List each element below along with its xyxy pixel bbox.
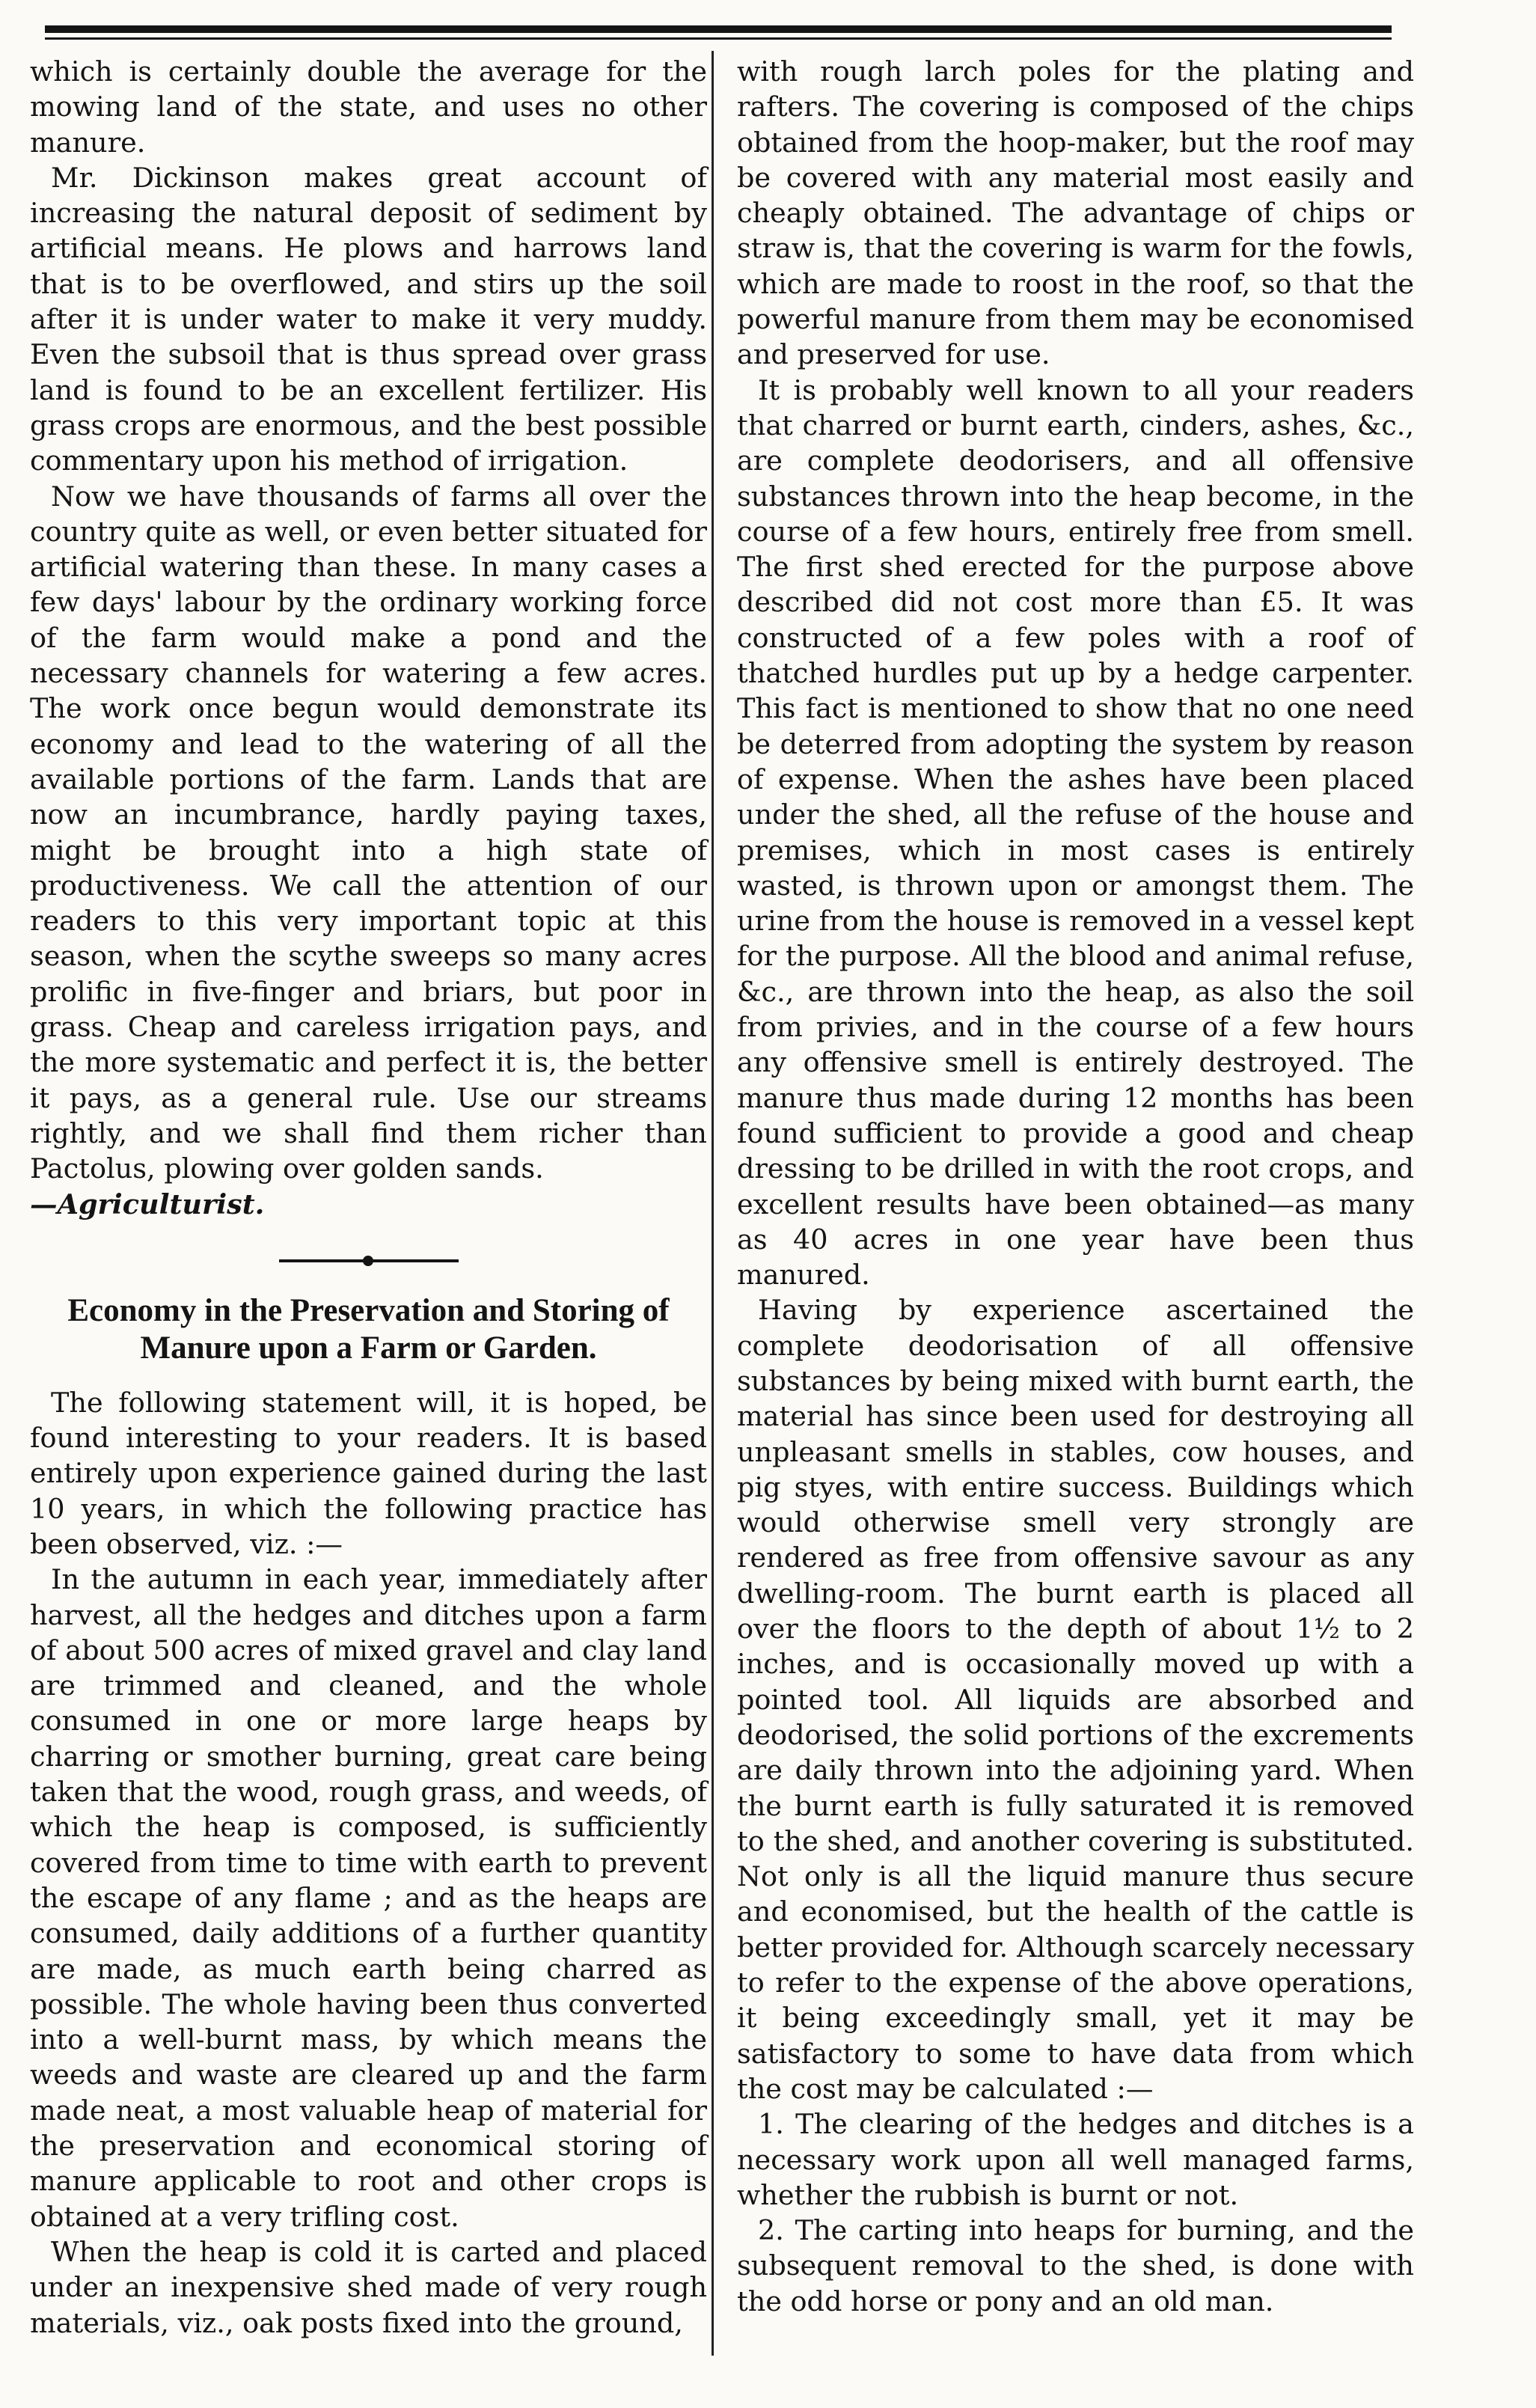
list-item-clearing: 1. The clearing of the hedges and ditches is a necessary work upon all well managed farms, whether the rubbish is burnt or not.	[737, 2108, 1414, 2211]
right-column	[737, 54, 1414, 2319]
paragraph-irrigation-end: which is certainly double the average for the mowing land of the state, and uses no other manure.	[30, 55, 707, 159]
left-column	[30, 54, 707, 2341]
paragraph-autumn: In the autumn in each year, immediately after harvest, all the hedges and ditches upon a farm of about 500 acres of mixed gravel and clay land are trimmed and cleaned, and the whole consumed in one or more large heaps by charring or smother burning, great care being taken that the wood, rough grass, and weeds, of which the heap is composed, is sufficiently covered from time to time with earth to prevent the escape of any flame ; and as the heaps are consumed, daily additions of a further quantity are made, as much earth being charred as possible. The whole having been thus converted into a well-burnt mass, by which means the weeds and waste are cleared up and the farm made neat, a most valuable heap of material for the preservation and economical storing of manure applicable to root and other crops is obtained at a very trifling cost.	[30, 1563, 707, 2233]
paragraph-farms: Now we have thousands of farms all over the country quite as well, or even better situated for artificial watering than these. In many cases a few days' labour by the ordinary working force of the farm would make a pond and the necessary channels for watering a few acres. The work once begun would demonstrate its economy and lead to the watering of all the available portions of the farm. Lands that are now an incumbrance, hardly paying taxes, might be brought into a high state of productiveness. We call the attention of our readers to this very important topic at this season, when the scythe sweeps so many acres prolific in five-finger and briars, but poor in grass. Cheap and careless irrigation pays, and the more systematic and perfect it is, the better it pays, as a general rule. Use our streams rightly, and we shall find them richer than Pactolus, plowing over golden sands.	[30, 480, 707, 1185]
paragraph-deodorisers: It is probably well known to all your readers that charred or burnt earth, cinders, ashes, &c., are complete deodorisers, and all offensive substances thrown into the heap become, in the course of a few hours, entirely free from smell. The first shed erected for the purpose above described did not cost more than £5. It was constructed of a few poles with a roof of thatched hurdles put up by a hedge carpenter. This fact is mentioned to show that no one need be deterred from adopting the system by reason of expense. When the ashes have been placed under the shed, all the refuse of the house and premises, which in most cases is entirely wasted, is thrown upon or amongst them. The urine from the house is removed in a vessel kept for the purpose. All the blood and animal refuse, &c., are thrown into the heap, as also the soil from privies, and in the course of a few hours any offensive smell is entirely destroyed. The manure thus made during 12 months has been found sufficient to provide a good and cheap dressing to be drilled in with the root crops, and excellent results have been obtained—as many as 40 acres in one year have been thus manured.	[737, 373, 1414, 1292]
paragraph-shed: with rough larch poles for the plating and rafters. The covering is composed of the chips obtained from the hoop-maker, but the roof may be covered with any material most easily and cheaply obtained. The advantage of chips or straw is, that the covering is warm for the fowls, which are made to roost in the roof, so that the powerful manure from them may be economised and preserved for use.	[737, 55, 1414, 371]
paragraph-dickinson: Mr. Dickinson makes great account of increasing the natural deposit of sediment by artificial means. He plows and harrows land that is to be overflowed, and stirs up the soil after it is under water to make it very muddy. Even the subsoil that is thus spread over grass land is found to be an excellent fertilizer. His grass crops are enormous, and the best possible commentary upon his method of irrigation.	[30, 161, 707, 477]
paragraph-intro: The following statement will, it is hoped, be found interesting to your readers. It is based entirely upon experience gained during the last 10 years, in which the following practice has been observed, viz. :—	[30, 1386, 707, 1560]
article-heading: Economy in the Preservation and Storing of Manure upon a Farm or Garden.	[67, 1292, 670, 1366]
top-rule-thin	[45, 37, 1392, 40]
paragraph-experience: Having by experience ascertained the complete deodorisation of all offensive substances by being mixed with burnt earth, the material has since been used for destroying all unpleasant smells in stables, cow houses, and pig styes, with entire success. Buildings which would otherwise smell very strongly are rendered as free from offensive savour as any dwelling-room. The burnt earth is placed all over the floors to the depth of about 1½ to 2 inches, and is occasionally moved up with a pointed tool. All liquids are absorbed and deodorised, the solid portions of the excrements are daily thrown into the adjoining yard. When the burnt earth is fully saturated it is removed to the shed, and another covering is substituted. Not only is all the liquid manure thus secure and economised, but the health of the cattle is better provided for. Although scarcely necessary to refer to the expense of the above operations, it being exceedingly small, yet it may be satisfactory to some to have data from which the cost may be calculated :—	[737, 1294, 1414, 2105]
paragraph-heap-cold: When the heap is cold it is carted and placed under an inexpensive shed made of very rough materials, viz., oak posts fixed into the ground,	[30, 2235, 707, 2339]
article-separator	[279, 1259, 459, 1262]
top-rule	[45, 25, 1392, 33]
article-credit: —Agriculturist.	[30, 1188, 265, 1220]
list-item-carting: 2. The carting into heaps for burning, and the subsequent removal to the shed, is done with the odd horse or pony and an old man.	[737, 2214, 1414, 2317]
column-divider	[712, 51, 714, 2356]
